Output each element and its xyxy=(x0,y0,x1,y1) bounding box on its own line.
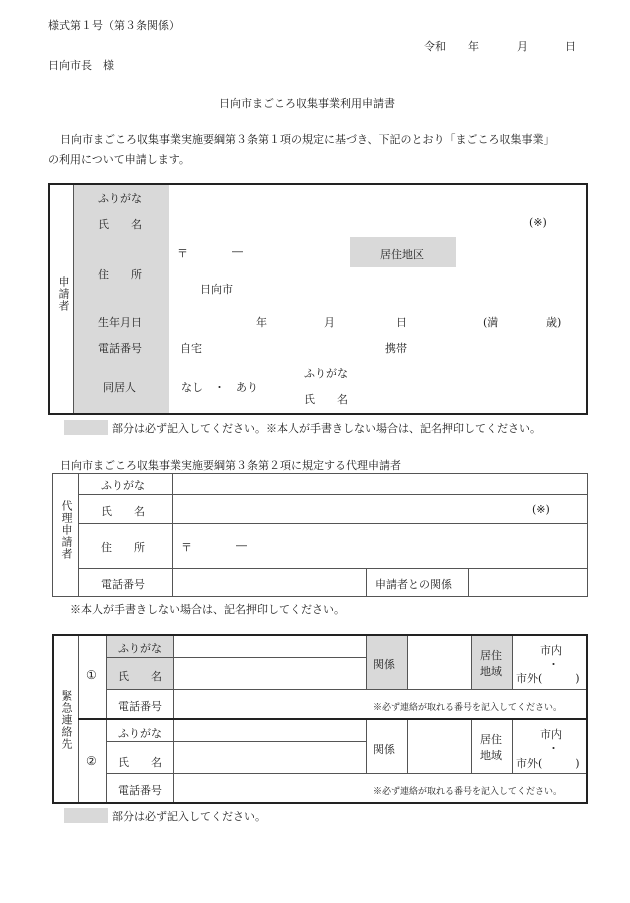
birth-year: 年 xyxy=(256,316,267,329)
addressee: 日向市長 様 xyxy=(48,59,114,72)
proxy-address-field[interactable] xyxy=(260,530,580,562)
contact-1-furigana-label: ふりがな xyxy=(118,642,162,655)
proxy-phone-field[interactable] xyxy=(176,571,362,593)
contact-1-phone-label: 電話番号 xyxy=(118,700,162,713)
contact-2-relation-field[interactable] xyxy=(410,724,468,770)
cohabitant-label: 同居人 xyxy=(103,381,136,394)
birth-day: 日 xyxy=(396,316,407,329)
intro-line-2: の利用について申請します。 xyxy=(48,153,190,166)
proxy-relation-label: 申請者との関係 xyxy=(375,578,452,591)
contact-1-number: ① xyxy=(86,668,97,682)
district-label: 居住地区 xyxy=(380,248,424,261)
proxy-name-mark: (※) xyxy=(532,503,550,516)
contact-2-name-label: 氏 名 xyxy=(118,756,162,769)
proxy-name-field[interactable] xyxy=(176,498,506,520)
applicant-section-label: 申請者 xyxy=(57,276,70,312)
applicant-name-mark: (※) xyxy=(529,216,547,229)
applicant-name-label: 氏 名 xyxy=(98,218,142,231)
contact-2-furigana-label: ふりがな xyxy=(118,727,162,740)
postal-mark: 〒 xyxy=(177,247,188,260)
applicant-furigana-label: ふりがな xyxy=(98,192,142,205)
proxy-postal-dash: ― xyxy=(236,539,247,552)
contact-2-phone-note: ※必ず連絡が取れる番号を記入してください。 xyxy=(373,787,563,797)
contact-1-phone-note: ※必ず連絡が取れる番号を記入してください。 xyxy=(373,703,563,713)
date-era: 令和 xyxy=(424,40,446,53)
address-field[interactable] xyxy=(240,274,540,298)
proxy-phone-label: 電話番号 xyxy=(101,578,145,591)
date-day: 日 xyxy=(565,40,576,53)
contact-2-relation-label: 関係 xyxy=(373,743,395,756)
mobile-phone-label: 携帯 xyxy=(385,342,407,355)
contact-1-outside-option[interactable]: 市外( ) xyxy=(516,672,580,685)
contact-1-relation-field[interactable] xyxy=(410,640,468,686)
home-phone-label: 自宅 xyxy=(180,342,202,355)
note-required-2: 部分は必ず記入してください。 xyxy=(112,810,266,823)
contact-1-dot: ・ xyxy=(548,658,559,671)
contact-1-area-label: 居住地域 xyxy=(480,649,502,678)
note-required: 部分は必ず記入してください。※本人が手書きしない場合は、記名押印してください。 xyxy=(112,422,541,435)
contact-1-name-field[interactable] xyxy=(177,660,362,686)
postal-dash: ― xyxy=(232,245,243,258)
cohabitant-name-label: 氏 名 xyxy=(304,393,348,406)
contact-1-inside-option[interactable]: 市内 xyxy=(540,644,562,657)
contact-2-name-field[interactable] xyxy=(177,745,362,771)
city-label: 日向市 xyxy=(200,283,233,296)
contact-2-dot: ・ xyxy=(548,742,559,755)
contact-1-relation-label: 関係 xyxy=(373,658,395,671)
district-field[interactable] xyxy=(462,239,582,265)
intro-line-1: 日向市まごころ収集事業実施要綱第３条第１項の規定に基づき、下記のとおり「まごころ収集事業」 xyxy=(60,133,555,146)
age-close: 歳) xyxy=(546,316,562,329)
birthdate-label: 生年月日 xyxy=(98,316,142,329)
birth-month: 月 xyxy=(324,316,335,329)
page-title: 日向市まごころ収集事業利用申請書 xyxy=(219,97,395,110)
proxy-furigana-label: ふりがな xyxy=(101,479,145,492)
proxy-relation-field[interactable] xyxy=(472,571,584,593)
legend-swatch xyxy=(64,420,108,435)
contact-2-area-label: 居住地域 xyxy=(480,733,502,762)
contact-2-inside-option[interactable]: 市内 xyxy=(540,728,562,741)
proxy-note: ※本人が手書きしない場合は、記名押印してください。 xyxy=(70,603,345,616)
date-month: 月 xyxy=(517,40,528,53)
proxy-address-label: 住 所 xyxy=(101,541,145,554)
date-year: 年 xyxy=(468,40,479,53)
form-number: 様式第１号（第３条関係） xyxy=(48,19,180,32)
proxy-furigana-field[interactable] xyxy=(176,476,576,493)
contact-2-phone-label: 電話番号 xyxy=(118,784,162,797)
proxy-name-label: 氏 名 xyxy=(101,505,145,518)
applicant-phone-label: 電話番号 xyxy=(98,342,142,355)
contact-1-phone-field[interactable] xyxy=(177,692,367,714)
proxy-heading: 日向市まごころ収集事業実施要綱第３条第２項に規定する代理申請者 xyxy=(60,459,401,472)
cohabitant-furigana-label: ふりがな xyxy=(304,367,348,380)
contact-2-phone-field[interactable] xyxy=(177,776,367,798)
contact-1-name-label: 氏 名 xyxy=(118,670,162,683)
applicant-name-field[interactable] xyxy=(175,208,515,232)
contact-2-number: ② xyxy=(86,754,97,768)
legend-swatch-2 xyxy=(64,808,108,823)
applicant-address-label: 住 所 xyxy=(98,268,142,281)
proxy-section-label: 代理申請者 xyxy=(60,500,73,560)
proxy-postal-mark: 〒 xyxy=(181,541,192,554)
cohabitant-options[interactable]: なし ・ あり xyxy=(181,381,258,394)
age-open: (満 xyxy=(483,316,499,329)
contact-2-outside-option[interactable]: 市外( ) xyxy=(516,757,580,770)
emergency-section-label: 緊急連絡先 xyxy=(60,690,73,750)
